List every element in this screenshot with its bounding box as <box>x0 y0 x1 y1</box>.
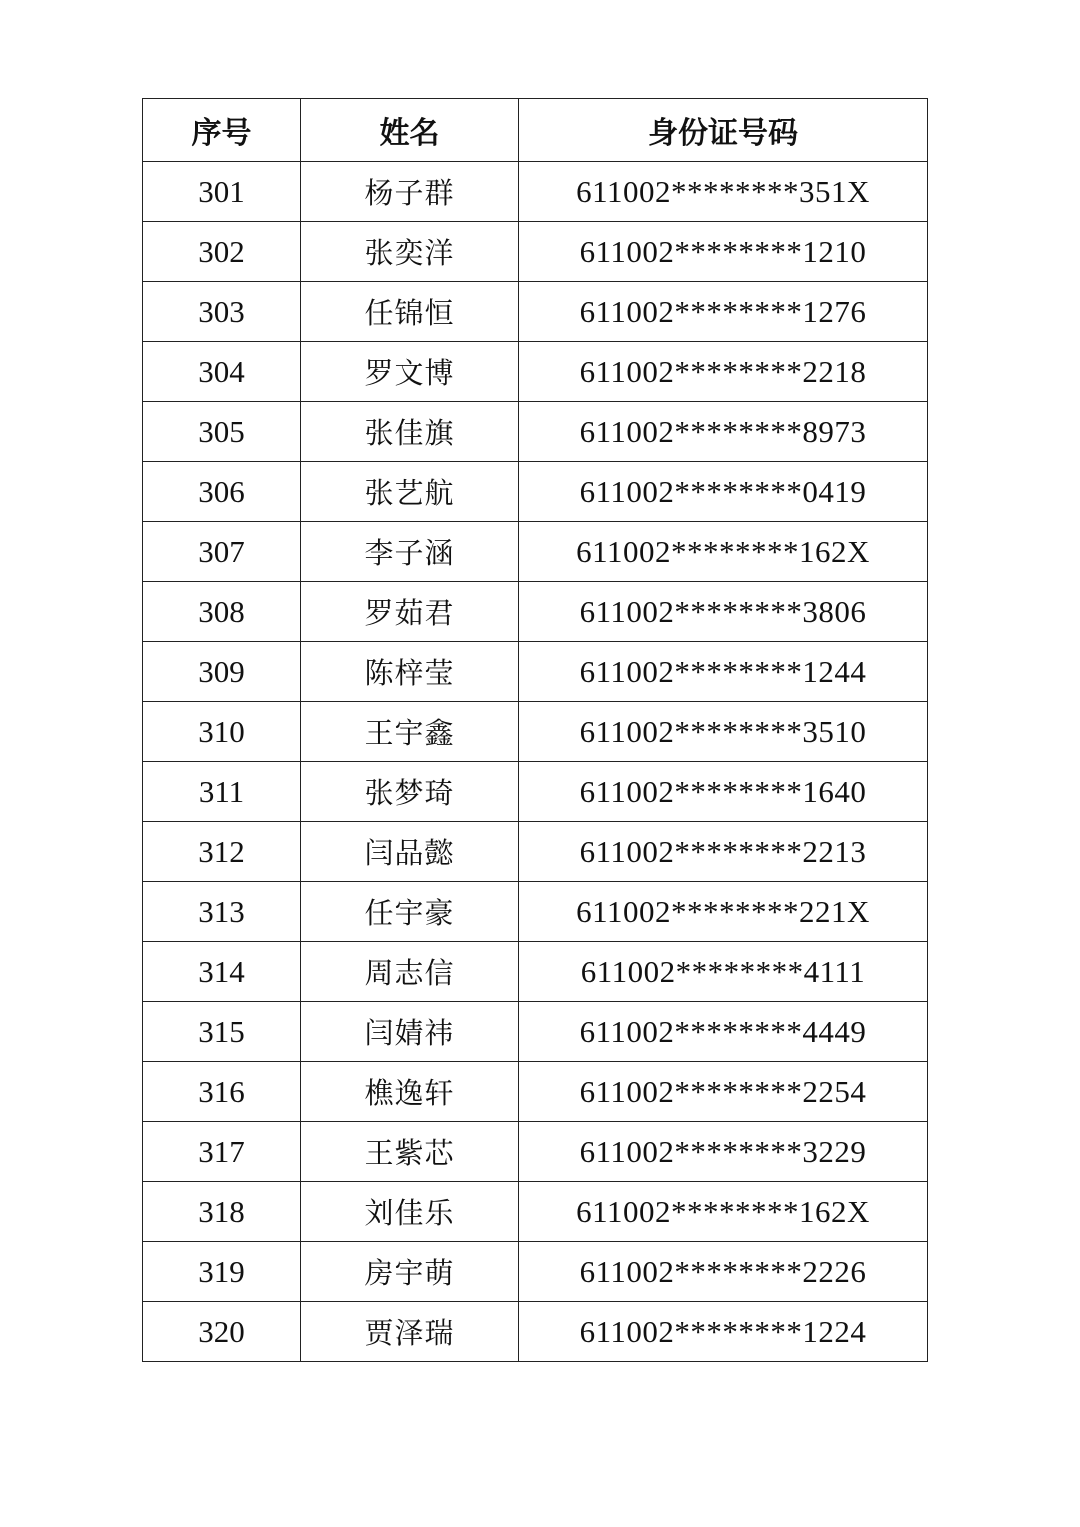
seq-cell: 312 <box>143 822 301 882</box>
table-row <box>143 702 928 762</box>
name-cell: 闫品懿 <box>301 822 519 882</box>
id-number-cell: 611002********1210 <box>519 222 928 282</box>
table-row <box>143 162 928 222</box>
table-row <box>143 1182 928 1242</box>
table-row <box>143 282 928 342</box>
id-number-cell: 611002********1276 <box>519 282 928 342</box>
seq-cell: 308 <box>143 582 301 642</box>
id-number-cell: 611002********1224 <box>519 1302 928 1362</box>
table-row <box>143 342 928 402</box>
name-cell: 周志信 <box>301 942 519 1002</box>
table-row <box>143 762 928 822</box>
name-cell: 贾泽瑞 <box>301 1302 519 1362</box>
seq-cell: 304 <box>143 342 301 402</box>
seq-cell: 318 <box>143 1182 301 1242</box>
id-number-cell: 611002********2226 <box>519 1242 928 1302</box>
seq-cell: 310 <box>143 702 301 762</box>
id-number-cell: 611002********2213 <box>519 822 928 882</box>
id-number-cell: 611002********162X <box>519 522 928 582</box>
header-id: 身份证号码 <box>519 99 928 162</box>
seq-cell: 307 <box>143 522 301 582</box>
table-header <box>143 99 928 162</box>
seq-cell: 301 <box>143 162 301 222</box>
roster-table <box>142 98 928 1362</box>
table-row <box>143 1122 928 1182</box>
id-number-cell: 611002********2254 <box>519 1062 928 1122</box>
name-cell: 闫婧祎 <box>301 1002 519 1062</box>
table-row <box>143 942 928 1002</box>
seq-cell: 306 <box>143 462 301 522</box>
seq-cell: 315 <box>143 1002 301 1062</box>
name-cell: 张梦琦 <box>301 762 519 822</box>
table-row <box>143 1302 928 1362</box>
seq-cell: 302 <box>143 222 301 282</box>
id-number-cell: 611002********3806 <box>519 582 928 642</box>
name-cell: 杨子群 <box>301 162 519 222</box>
table-row <box>143 222 928 282</box>
seq-cell: 309 <box>143 642 301 702</box>
id-number-cell: 611002********162X <box>519 1182 928 1242</box>
name-cell: 李子涵 <box>301 522 519 582</box>
id-number-cell: 611002********4449 <box>519 1002 928 1062</box>
name-cell: 王宇鑫 <box>301 702 519 762</box>
table-row <box>143 822 928 882</box>
name-cell: 任宇豪 <box>301 882 519 942</box>
seq-cell: 305 <box>143 402 301 462</box>
table-row <box>143 1062 928 1122</box>
id-number-cell: 611002********2218 <box>519 342 928 402</box>
id-number-cell: 611002********3510 <box>519 702 928 762</box>
seq-cell: 303 <box>143 282 301 342</box>
id-number-cell: 611002********221X <box>519 882 928 942</box>
name-cell: 罗茹君 <box>301 582 519 642</box>
table-row <box>143 582 928 642</box>
table-body <box>143 162 928 1362</box>
id-number-cell: 611002********1640 <box>519 762 928 822</box>
id-number-cell: 611002********8973 <box>519 402 928 462</box>
seq-cell: 317 <box>143 1122 301 1182</box>
name-cell: 王紫芯 <box>301 1122 519 1182</box>
name-cell: 樵逸轩 <box>301 1062 519 1122</box>
table-row <box>143 462 928 522</box>
seq-cell: 319 <box>143 1242 301 1302</box>
seq-cell: 320 <box>143 1302 301 1362</box>
id-number-cell: 611002********4111 <box>519 942 928 1002</box>
name-cell: 张佳旗 <box>301 402 519 462</box>
table-row <box>143 402 928 462</box>
name-cell: 任锦恒 <box>301 282 519 342</box>
seq-cell: 313 <box>143 882 301 942</box>
seq-cell: 316 <box>143 1062 301 1122</box>
id-number-cell: 611002********3229 <box>519 1122 928 1182</box>
table-row <box>143 642 928 702</box>
id-number-cell: 611002********351X <box>519 162 928 222</box>
name-cell: 罗文博 <box>301 342 519 402</box>
table-row <box>143 522 928 582</box>
name-cell: 房宇萌 <box>301 1242 519 1302</box>
name-cell: 张奕洋 <box>301 222 519 282</box>
header-name: 姓名 <box>301 99 519 162</box>
seq-cell: 314 <box>143 942 301 1002</box>
id-number-cell: 611002********0419 <box>519 462 928 522</box>
table-row <box>143 882 928 942</box>
table-row <box>143 1242 928 1302</box>
id-number-cell: 611002********1244 <box>519 642 928 702</box>
name-cell: 张艺航 <box>301 462 519 522</box>
header-seq: 序号 <box>143 99 301 162</box>
name-cell: 刘佳乐 <box>301 1182 519 1242</box>
header-row <box>143 99 928 162</box>
seq-cell: 311 <box>143 762 301 822</box>
name-cell: 陈梓莹 <box>301 642 519 702</box>
table-row <box>143 1002 928 1062</box>
